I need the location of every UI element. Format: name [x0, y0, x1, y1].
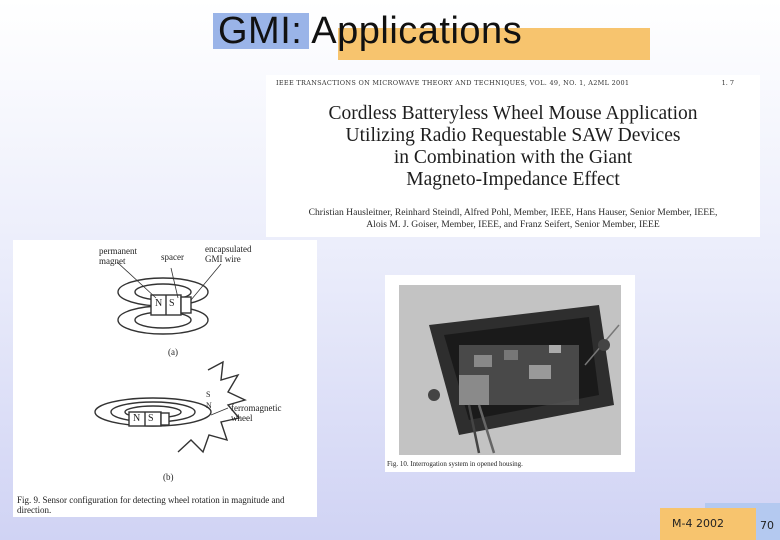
- label-n: N: [155, 298, 163, 309]
- label-b: (b): [163, 472, 174, 482]
- figure-sensor-configuration: [13, 240, 317, 517]
- paper-title: [266, 103, 760, 191]
- paper-authors: [266, 207, 760, 231]
- paper-title-line: Magneto-Impedance Effect: [406, 169, 620, 190]
- journal-page-number: 1. 7: [721, 79, 734, 87]
- paper-title-line: Cordless Batteryless Wheel Mouse Application: [328, 103, 698, 124]
- label-s2: S: [148, 413, 154, 424]
- footer-label: M-4 2002: [672, 517, 724, 530]
- figure-9-caption: Fig. 9. Sensor configuration for detecting wheel rotation in magnitude and direction.: [17, 495, 285, 515]
- label-spacer: spacer: [161, 252, 184, 262]
- gmi-wire-b: [161, 413, 169, 425]
- leader-line: [171, 268, 178, 298]
- label-s: S: [169, 298, 175, 309]
- paper-title-line: in Combination with the Giant: [393, 147, 633, 168]
- label-n2: N: [133, 413, 141, 424]
- slide-number: 70: [760, 519, 774, 532]
- circuit-photo: [399, 285, 621, 455]
- journal-header: IEEE TRANSACTIONS ON MICROWAVE THEORY AND TECHNIQUES, VOL. 49, NO. 1, A2ML 2001: [276, 79, 630, 87]
- label-encapsulated-gmi: encapsulated GMI wire: [205, 244, 252, 264]
- connector-block: [459, 375, 489, 405]
- figure-interrogation-system: [385, 275, 635, 472]
- paper-title-line: Utilizing Radio Requestable SAW Devices: [345, 125, 681, 146]
- label-permanent-magnet: permanent magnet: [99, 246, 137, 266]
- leader-line: [211, 408, 228, 415]
- authors-line: Alois M. J. Goiser, Member, IEEE, and Franz Seifert, Senior Member, IEEE: [366, 219, 660, 230]
- label-n-small: N: [206, 401, 212, 410]
- label-a: (a): [168, 347, 178, 357]
- figure-10-caption: Fig. 10. Interrogation system in opened housing.: [387, 460, 523, 468]
- sensor-diagram: [13, 240, 317, 490]
- gmi-wire-a: [181, 297, 191, 313]
- paper-title-scan: [266, 75, 760, 237]
- slide-title: GMI: Applications: [218, 10, 523, 52]
- leader-line: [117, 262, 156, 298]
- label-s-small: S: [206, 390, 211, 399]
- authors-line: Christian Hausleitner, Reinhard Steindl, Alfred Pohl, Member, IEEE, Hans Hauser, Senior Member, IEEE,: [308, 207, 718, 218]
- label-ferromagnetic-wheel: ferromagnetic wheel: [231, 403, 282, 423]
